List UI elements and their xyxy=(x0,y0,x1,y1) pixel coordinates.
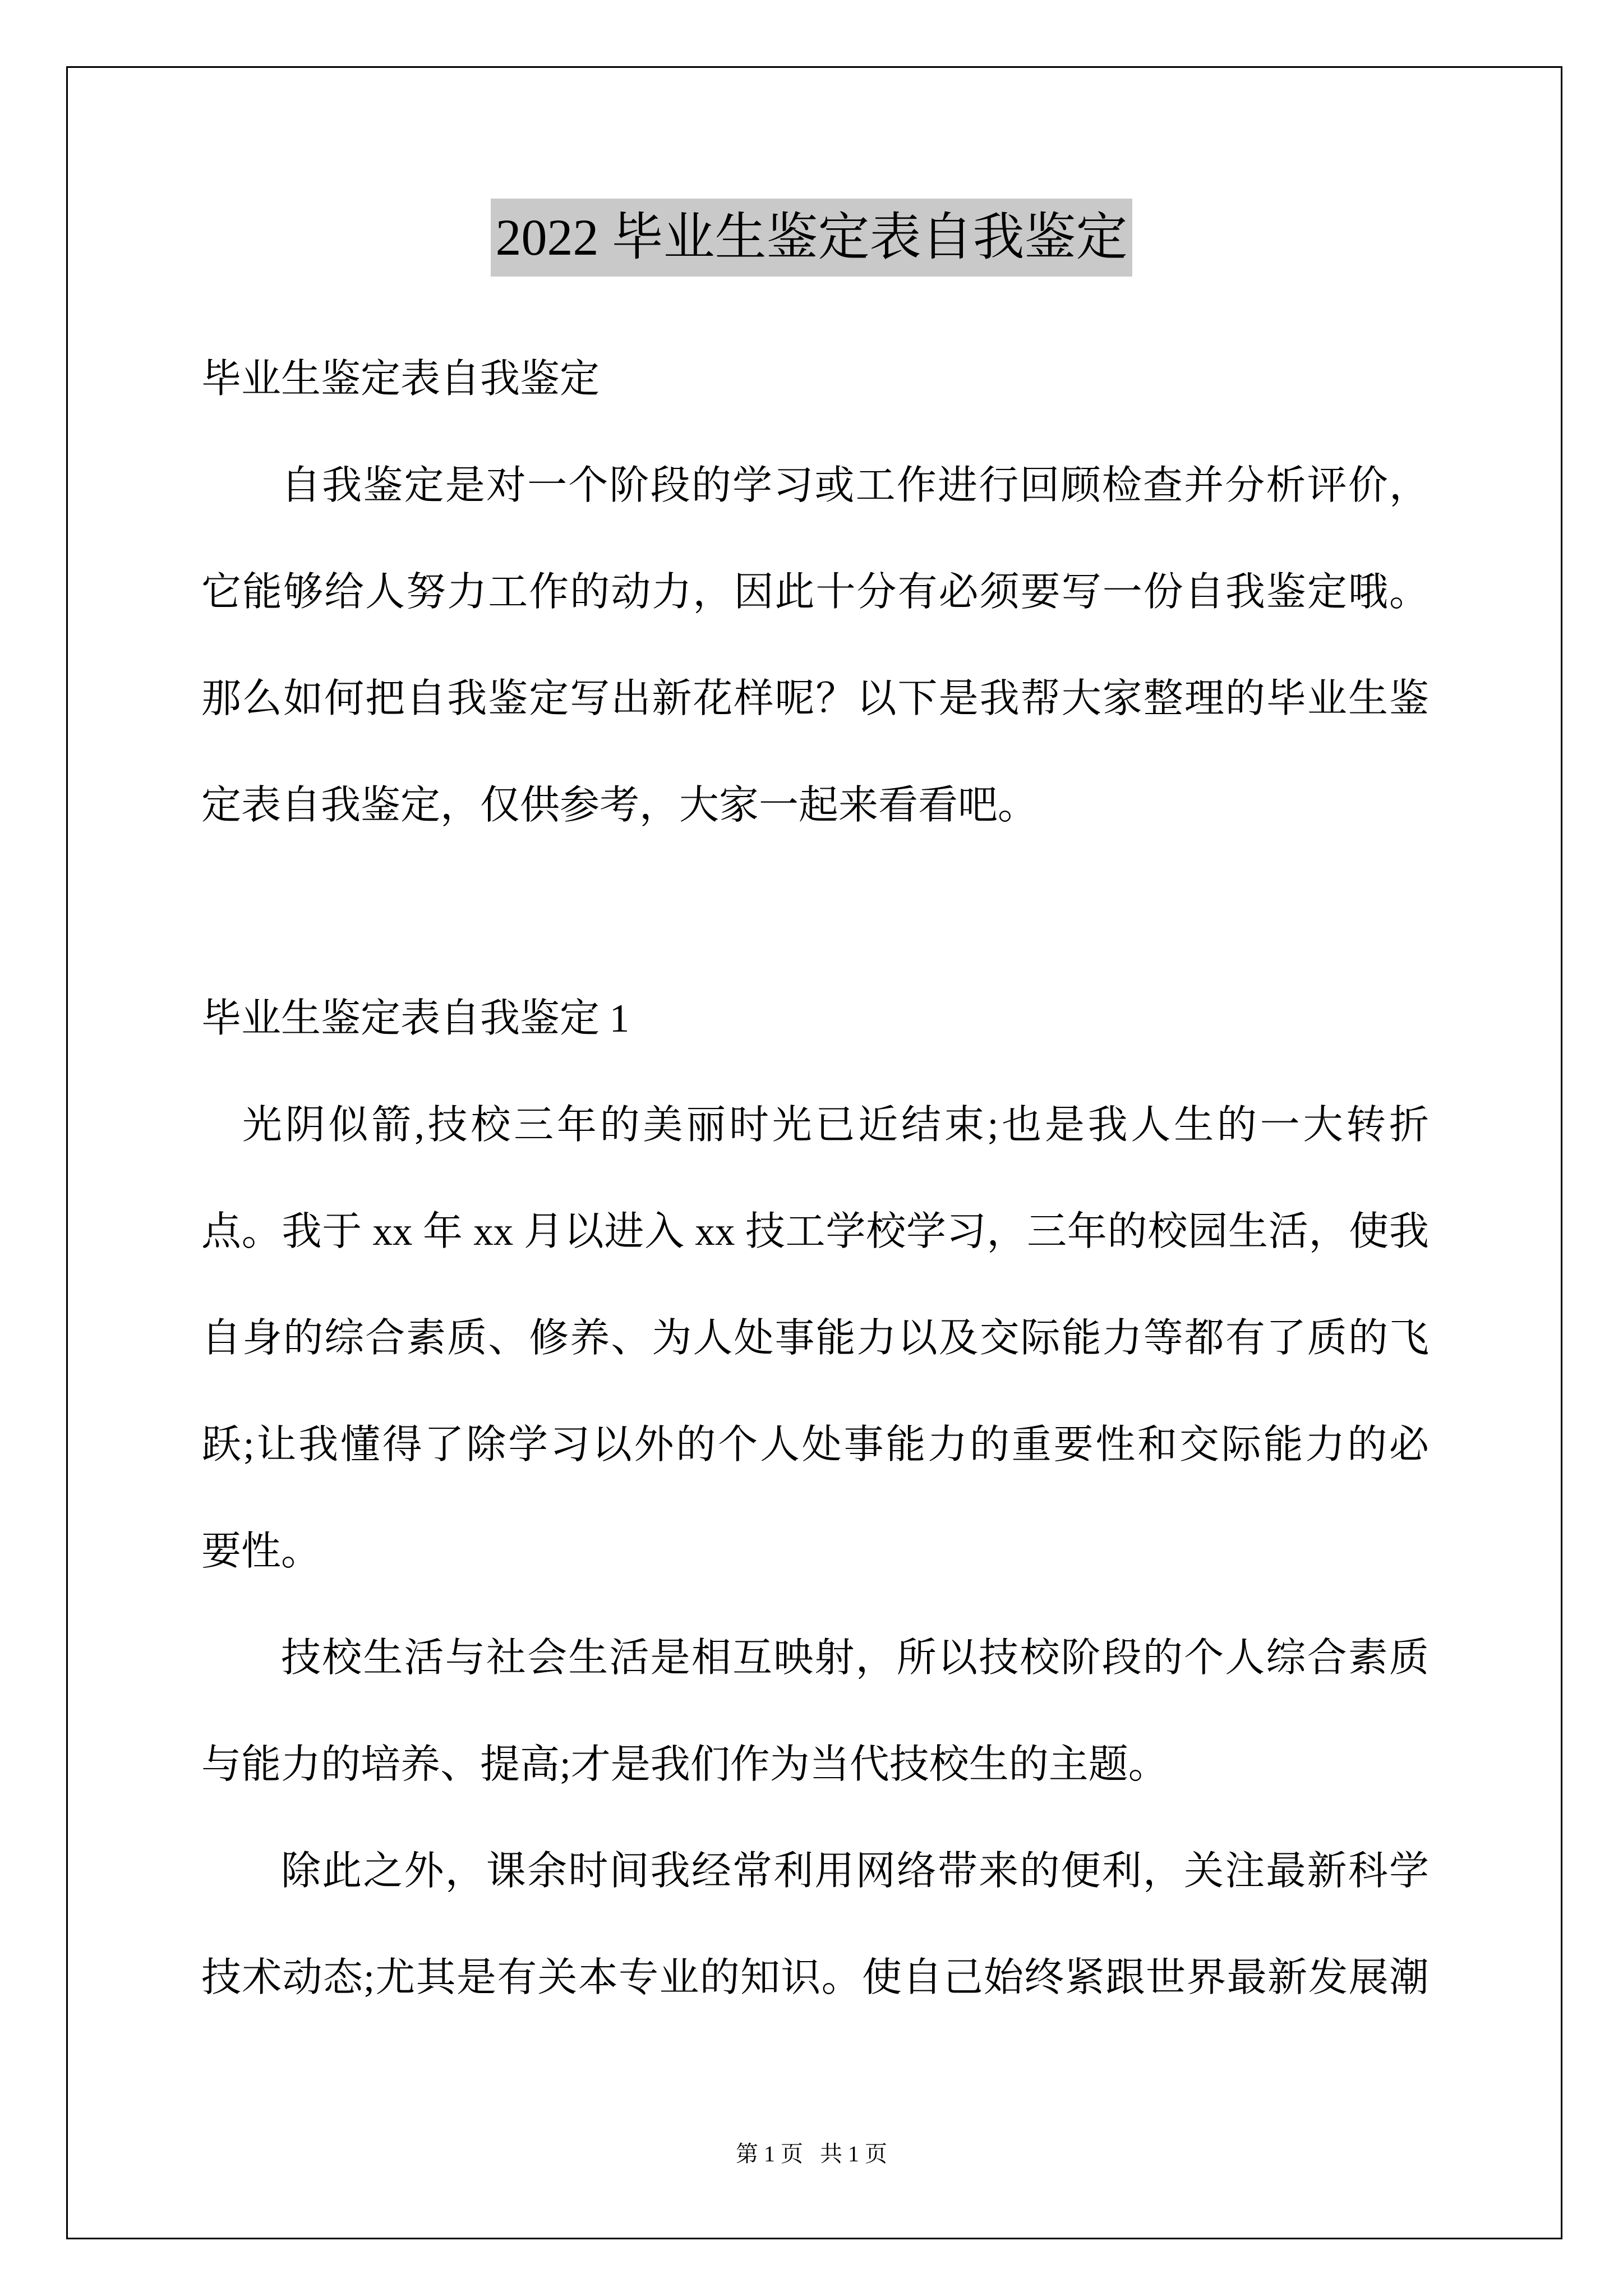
section1-paragraph-1 xyxy=(201,1072,1429,1605)
title-row xyxy=(0,199,1623,277)
section1-paragraph-3 xyxy=(201,1818,1429,2031)
text-line: 自身的综合素质、修养、为人处事能力以及交际能力等都有了质的飞 xyxy=(201,1317,1429,1360)
text-line: 要性。 xyxy=(201,1530,321,1573)
document-body xyxy=(201,326,1429,2031)
blank-line xyxy=(201,859,1429,965)
section1-paragraph-2 xyxy=(201,1605,1429,1818)
page-footer: 第 1 页 共 1 页 xyxy=(736,2141,887,2166)
section-heading: 毕业生鉴定表自我鉴定 1 xyxy=(201,997,630,1041)
text-line: 自我鉴定是对一个阶段的学习或工作进行回顾检查并分析评价， xyxy=(281,464,1429,508)
intro-paragraph xyxy=(201,432,1429,859)
document-title: 2022 毕业生鉴定表自我鉴定 xyxy=(491,199,1132,277)
text-line: 技校生活与社会生活是相互映射，所以技校阶段的个人综合素质 xyxy=(281,1636,1429,1680)
text-line: 除此之外，课余时间我经常利用网络带来的便利，关注最新科学 xyxy=(281,1849,1429,1893)
text-line: 点。我于 xx 年 xx 月以进入 xx 技工学校学习，三年的校园生活，使我 xyxy=(201,1210,1429,1254)
text-line: 技术动态;尤其是有关本专业的知识。使自己始终紧跟世界最新发展潮 xyxy=(201,1956,1429,2000)
text-line: 跃;让我懂得了除学习以外的个人处事能力的重要性和交际能力的必 xyxy=(201,1423,1429,1467)
text-line: 与能力的培养、提高;才是我们作为当代技校生的主题。 xyxy=(201,1743,1168,1787)
intro-heading: 毕业生鉴定表自我鉴定 xyxy=(201,357,600,401)
text-line: 它能够给人努力工作的动力，因此十分有必须要写一份自我鉴定哦。 xyxy=(201,570,1429,614)
text-line: 那么如何把自我鉴定写出新花样呢？以下是我帮大家整理的毕业生鉴 xyxy=(201,677,1429,721)
text-line: 定表自我鉴定，仅供参考，大家一起来看看吧。 xyxy=(201,784,1038,827)
text-line: 光阴似箭,技校三年的美丽时光已近结束;也是我人生的一大转折 xyxy=(242,1103,1429,1147)
